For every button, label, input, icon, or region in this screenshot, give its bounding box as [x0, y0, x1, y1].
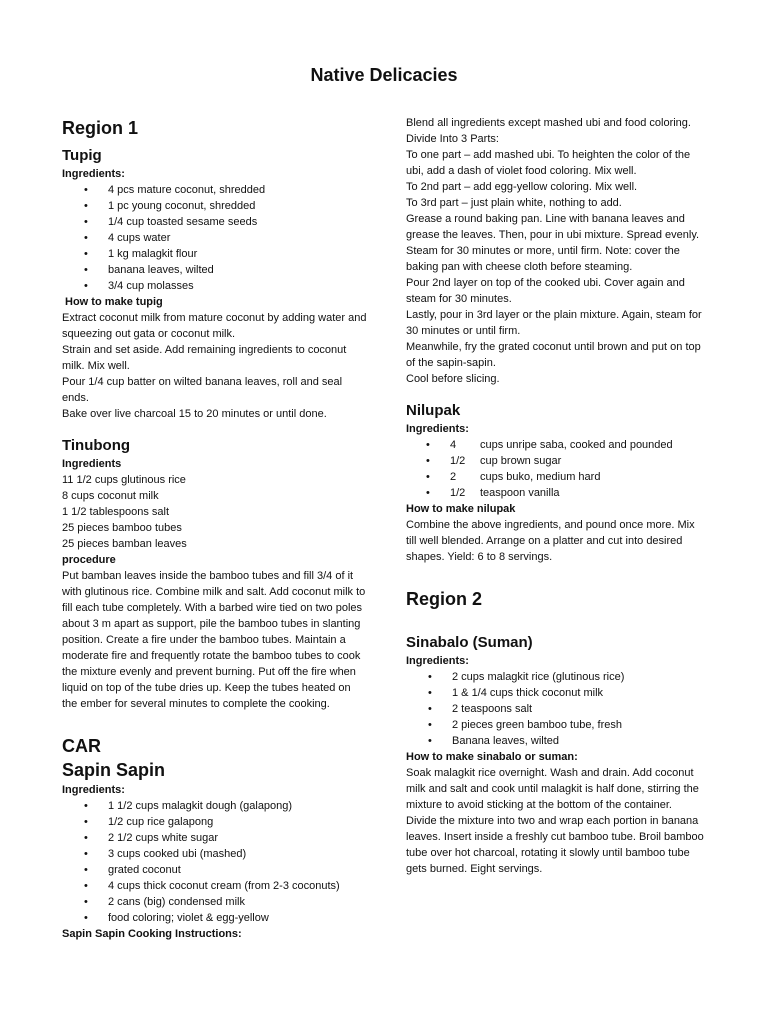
nilupak-ingredients-label: Ingredients:	[406, 423, 469, 435]
list-item: • Banana leaves, wilted	[406, 733, 706, 749]
list-item	[406, 437, 706, 453]
nilupak-method-label: How to make nilupak	[406, 503, 516, 515]
page-title: Native Delicacies	[310, 65, 458, 85]
sapin-sapin-step: Pour 2nd layer on top of the cooked ubi. Cover again and steam for 30 minutes.	[406, 277, 685, 305]
tupig-step: Strain and set aside. Add remaining ingredients to coconut milk. Mix well.	[62, 344, 347, 372]
sapin-sapin-step: To 2nd part – add egg-yellow coloring. Mix well.	[406, 181, 638, 193]
recipe-title-tinubong: Tinubong	[62, 437, 131, 454]
right-column	[406, 115, 706, 877]
ingredient-item: cup brown sugar	[480, 455, 562, 467]
nilupak-procedure: Combine the above ingredients, and pound once more. Mix till well blended. Arrange on a platter and cut into desired shapes. Yield: 6 to 8 servings.	[406, 519, 695, 563]
tinubong-procedure: Put bamban leaves inside the bamboo tubes and fill 3/4 of it with glutinous rice. Combine milk and salt. Add coconut milk to fill each tube completely. With a barbed wire tied on two poles about 3 m apart as support, pile the bamboo tubes in slanting position. Create a fire under the bamboo tubes. Maintain a moderate fire and frequently rotate the bamboo tubes to cook the mixture evenly and prevent burning. Put off the fire when liquid on top of the tube dries up. Keep the tubes heated on the ember for several minutes to complete the cooking.	[62, 570, 366, 710]
tupig-ingredient-list	[62, 182, 368, 294]
list-item: • 4 pcs mature coconut, shredded	[62, 182, 368, 198]
sapin-sapin-step: To 3rd part – just plain white, nothing to add.	[406, 197, 622, 209]
tinubong-ingredient: 25 pieces bamboo tubes	[62, 522, 182, 534]
sapin-sapin-ingredient-list	[62, 798, 368, 926]
sapin-sapin-step: Lastly, pour in 3rd layer or the plain mixture. Again, steam for 30 minutes or until firm.	[406, 309, 702, 337]
ingredient-item: cups buko, medium hard	[480, 471, 601, 483]
ingredient-qty: • 4	[450, 439, 457, 451]
sapin-sapin-step: Grease a round baking pan. Line with banana leaves and grease the leaves. Then, pour in ubi mixture. Spread evenly. Steam for 30 minutes or more, until firm. Note: cover the baking pan with cheese cloth before steaming.	[406, 213, 700, 273]
sapin-sapin-method-label: Sapin Sapin Cooking Instructions:	[62, 928, 242, 940]
list-item	[406, 453, 706, 469]
sapin-sapin-step: Cool before slicing.	[406, 373, 500, 385]
ingredient-item: teaspoon vanilla	[480, 487, 560, 499]
tinubong-ingredient: 8 cups coconut milk	[62, 490, 159, 502]
tinubong-ingredient: 25 pieces bamban leaves	[62, 538, 187, 550]
list-item	[406, 485, 706, 501]
tupig-step: Extract coconut milk from mature coconut by adding water and squeezing out gata or coconut milk.	[62, 312, 367, 340]
tinubong-ingredient: 1 1/2 tablespoons salt	[62, 506, 170, 518]
list-item: • 1/4 cup toasted sesame seeds	[62, 214, 368, 230]
list-item: • 4 cups water	[62, 230, 368, 246]
sapin-sapin-step: Meanwhile, fry the grated coconut until brown and put on top of the sapin-sapin.	[406, 341, 701, 369]
region-heading-car: CAR	[62, 736, 101, 756]
sinabalo-ingredient-list	[406, 669, 706, 749]
sinabalo-ingredients-label: Ingredients:	[406, 655, 469, 667]
list-item: • 1 pc young coconut, shredded	[62, 198, 368, 214]
list-item: • 2 cans (big) condensed milk	[62, 894, 368, 910]
tinubong-ingredients-label: Ingredients	[62, 458, 122, 470]
list-item: • 3 cups cooked ubi (mashed)	[62, 846, 368, 862]
recipe-title-sinabalo: Sinabalo (Suman)	[406, 634, 533, 651]
list-item: • 1 kg malagkit flour	[62, 246, 368, 262]
sinabalo-step: Divide the mixture into two and wrap each portion in banana leaves. Insert inside a freshly cut bamboo tube. Broil bamboo tube over hot charcoal, rotating it slowly until bamboo tube gets burned. Eight servings.	[406, 815, 704, 875]
list-item: • banana leaves, wilted	[62, 262, 368, 278]
list-item: • grated coconut	[62, 862, 368, 878]
list-item: • 2 pieces green bamboo tube, fresh	[406, 717, 706, 733]
left-column	[62, 116, 368, 942]
nilupak-ingredient-list	[406, 437, 706, 501]
list-item: • 1 & 1/4 cups thick coconut milk	[406, 685, 706, 701]
region-heading-region-1: Region 1	[62, 118, 139, 138]
tupig-ingredients-label: Ingredients:	[62, 168, 125, 180]
sapin-sapin-ingredients-label: Ingredients:	[62, 784, 125, 796]
recipe-title-tupig: Tupig	[62, 147, 102, 164]
tupig-step: Pour 1/4 cup batter on wilted banana leaves, roll and seal ends.	[62, 376, 343, 404]
sinabalo-method-label: How to make sinabalo or suman:	[406, 751, 578, 763]
list-item: • 1 1/2 cups malagkit dough (galapong)	[62, 798, 368, 814]
tupig-step: Bake over live charcoal 15 to 20 minutes or until done.	[62, 408, 327, 420]
recipe-title-sapin-sapin: Sapin Sapin	[62, 760, 166, 780]
ingredient-item: cups unripe saba, cooked and pounded	[480, 439, 673, 451]
tupig-method-label: How to make tupig	[65, 296, 163, 308]
recipe-title-nilupak: Nilupak	[406, 402, 461, 419]
list-item	[406, 469, 706, 485]
tinubong-method-label: procedure	[62, 554, 116, 566]
tinubong-ingredient: 11 1/2 cups glutinous rice	[62, 474, 186, 486]
sapin-sapin-step: Divide Into 3 Parts:	[406, 133, 499, 145]
region-heading-region-2: Region 2	[406, 589, 483, 609]
list-item: • 1/2 cup rice galapong	[62, 814, 368, 830]
sinabalo-step: Soak malagkit rice overnight. Wash and drain. Add coconut milk and salt and cook until malagkit is half done, stirring the mixture to avoid sticking at the bottom of the container.	[406, 767, 699, 811]
list-item: • food coloring; violet & egg-yellow	[62, 910, 368, 926]
sapin-sapin-step: Blend all ingredients except mashed ubi and food coloring.	[406, 117, 691, 129]
list-item: • 4 cups thick coconut cream (from 2-3 coconuts)	[62, 878, 368, 894]
ingredient-qty: • 2	[450, 471, 457, 483]
ingredient-qty: • 1/2	[450, 487, 466, 499]
ingredient-qty: • 1/2	[450, 455, 466, 467]
list-item: • 2 teaspoons salt	[406, 701, 706, 717]
sapin-sapin-step: To one part – add mashed ubi. To heighten the color of the ubi, add a dash of violet food coloring. Mix well.	[406, 149, 691, 177]
list-item: • 2 1/2 cups white sugar	[62, 830, 368, 846]
list-item: • 3/4 cup molasses	[62, 278, 368, 294]
list-item: • 2 cups malagkit rice (glutinous rice)	[406, 669, 706, 685]
